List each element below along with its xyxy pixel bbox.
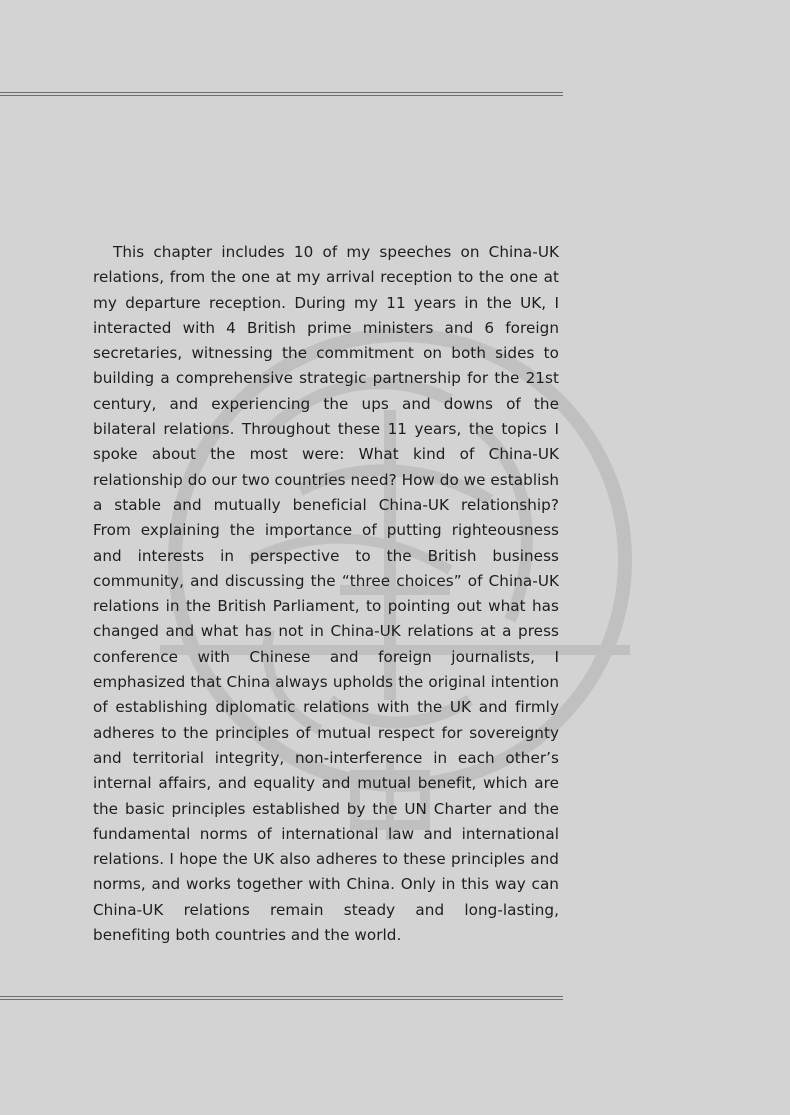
bottom-rule [0, 996, 563, 1000]
intro-paragraph: This chapter includes 10 of my speeches on China-UK relations, from the one at my arrival reception to the one at my departure reception. During my 11 years in the UK, I interacted with 4 British prime ministers and 6 foreign secretaries, witnessing the commitment on both sides to building a comprehensive strategic partnership for the 21st century, and experiencing the ups and downs of the bilateral relations. Throughout these 11 years, the topics I spoke about the most were: What kind of China-UK relationship do our two countries need? How do we establish a stable and mutually beneficial China-UK relationship? From explaining the importance of putting righteousness and interests in perspective to the British business community, and discussing the “three choices” of China-UK relations in the British Parliament, to pointing out what has changed and what has not in China-UK relations at a press conference with Chinese and foreign journalists, I emphasized that China always upholds the original intention of establishing diplomatic relations with the UK and firmly adheres to the principles of mutual respect for sovereignty and territorial integrity, non-interference in each other’s internal affairs, and equality and mutual benefit, which are the basic principles established by the UN Charter and the fundamental norms of international law and international relations. I hope the UK also adheres to these principles and norms, and works together with China. Only in this way can China-UK relations remain steady and long-lasting, benefiting both countries and the world. [93, 243, 559, 945]
top-rule [0, 92, 563, 96]
